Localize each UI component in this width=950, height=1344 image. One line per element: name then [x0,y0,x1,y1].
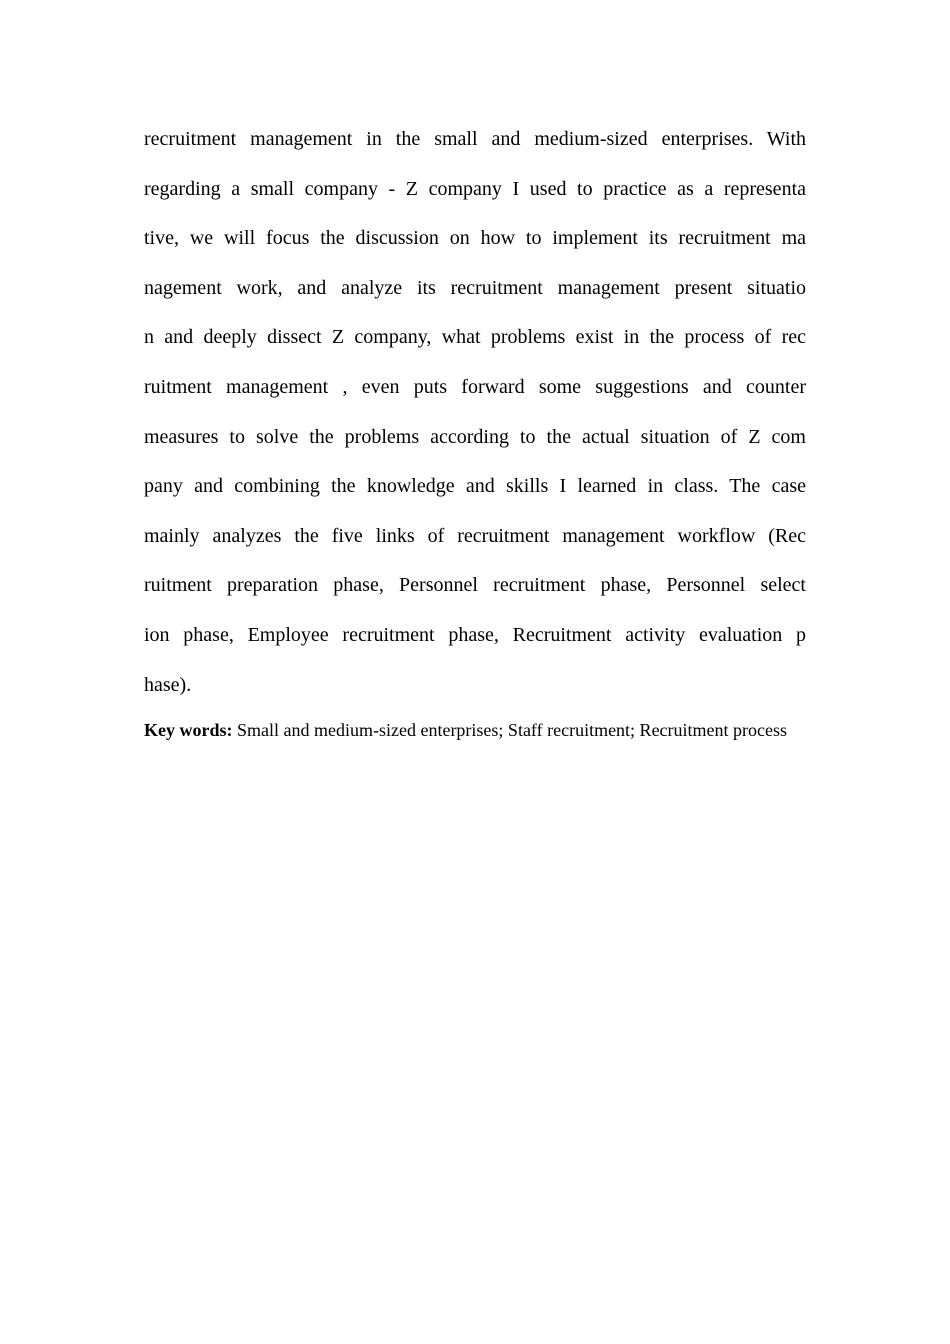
abstract-line: measures to solve the problems according to the actual situation of Z com [144,425,806,448]
abstract-line: recruitment management in the small and medium-sized enterprises. With [144,128,806,150]
abstract-line: ion phase, Employee recruitment phase, Recruitment activity evaluation p [144,623,806,646]
keywords-label: Key words: [144,720,233,740]
keywords-text: Small and medium-sized enterprises; Staff recruitment; Recruitment process [232,720,788,740]
abstract-line: nagement work, and analyze its recruitment management present situatio [144,276,806,299]
abstract-line: mainly analyzes the five links of recruitment management workflow (Rec [144,524,806,547]
abstract-line: tive, we will focus the discussion on how to implement its recruitment ma [144,227,806,250]
abstract-line: regarding a small company - Z company I used to practice as a representa [144,177,806,200]
abstract-line: ruitment preparation phase, Personnel recruitment phase, Personnel select [144,574,806,597]
keywords-paragraph [144,712,806,749]
abstract-line: hase). [144,673,192,696]
abstract-line: pany and combining the knowledge and skills I learned in class. The case [144,475,806,498]
abstract-line: n and deeply dissect Z company, what problems exist in the process of rec [144,326,806,349]
abstract-paragraph [144,122,806,717]
abstract-line: ruitment management , even puts forward some suggestions and counter [144,375,806,398]
